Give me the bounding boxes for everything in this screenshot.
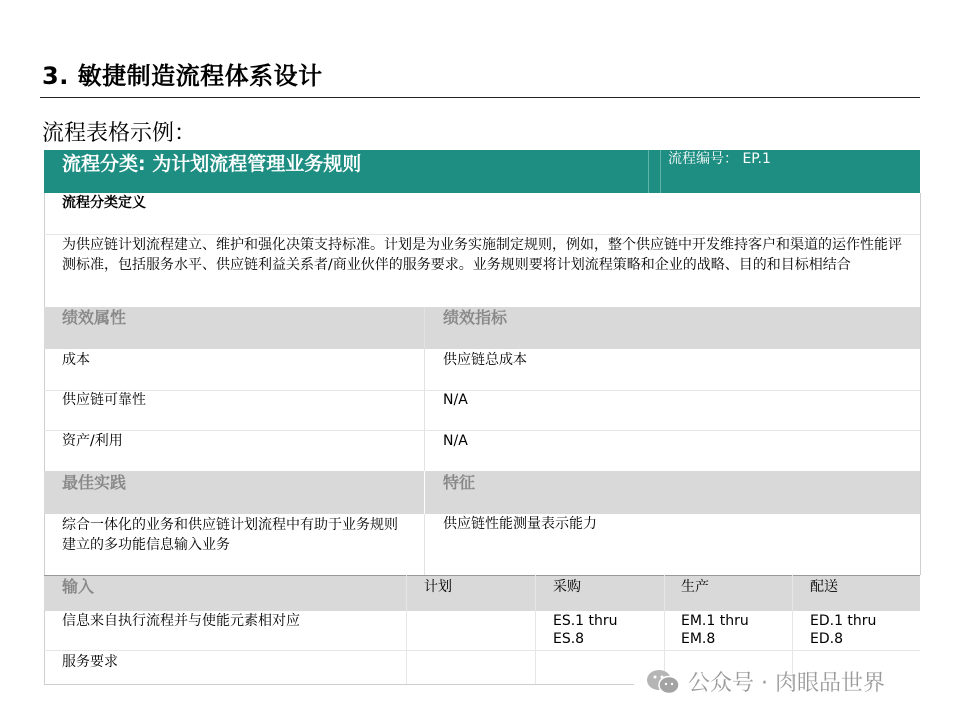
table-right-border (920, 193, 921, 575)
row-divider (44, 430, 920, 431)
feature-text: 供应链性能测量表示能力 (443, 516, 597, 532)
definition-text: 为供应链计划流程建立、维护和强化决策支持标准。计划是为业务实施制定规则，例如，整个供应链中开发维持客户和渠道的运作性能评测标准，包括服务水平、供应链利益关系者/商业伙伴的服务要求。业务规则要将计划流程策略和企业的战略、目的和目标相结合 (62, 237, 902, 273)
performance-metric: N/A (443, 433, 468, 449)
definition-heading: 流程分类定义 (62, 195, 146, 211)
watermark-text: 公众号 · 肉眼品世界 (688, 671, 885, 696)
inputs-header: 输入 (62, 577, 95, 596)
best-practice-text: 综合一体化的业务和供应链计划流程中有助于业务规则建立的多功能信息输入业务 (62, 517, 398, 553)
performance-metric: 供应链总成本 (443, 352, 527, 368)
row-divider (44, 650, 920, 651)
column-divider (424, 471, 425, 514)
table-bottom-border (44, 684, 634, 685)
source-header: 采购 (553, 579, 581, 595)
process-category-label: 流程分类: 为计划流程管理业务规则 (62, 153, 362, 175)
performance-attr-header: 绩效属性 (62, 308, 127, 327)
watermark (646, 666, 885, 697)
column-divider (535, 575, 536, 685)
make-header: 生产 (681, 579, 709, 595)
deliver-header: 配送 (810, 579, 838, 595)
performance-metric: N/A (443, 392, 468, 408)
best-practice-header: 最佳实践 (62, 473, 127, 492)
row-divider (44, 575, 920, 576)
row-divider (44, 390, 920, 391)
input-text: 信息来自执行流程并与使能元素相对应 (62, 613, 300, 629)
deliver-value: ED.1 thru ED.8 (810, 613, 877, 647)
feature-header: 特征 (443, 473, 476, 492)
inputs-header-row (44, 575, 920, 611)
table-left-border (44, 193, 45, 685)
source-value: ES.1 thru ES.8 (553, 613, 618, 647)
make-value: EM.1 thru EM.8 (681, 613, 749, 647)
column-divider (424, 307, 425, 575)
row-divider (44, 234, 920, 235)
header-divider (660, 150, 661, 193)
page-subtitle: 流程表格示例： (42, 121, 197, 146)
wechat-icon (646, 668, 680, 696)
performance-attr: 供应链可靠性 (62, 392, 146, 408)
performance-attr: 资产/利用 (62, 433, 123, 449)
header-divider (648, 150, 649, 193)
input-text: 服务要求 (62, 654, 118, 670)
performance-metric-header: 绩效指标 (443, 308, 508, 327)
column-divider (406, 575, 407, 685)
best-practice-header-row (44, 471, 920, 514)
plan-header: 计划 (424, 579, 452, 595)
performance-attr: 成本 (62, 352, 90, 368)
page-title: 3. 敏捷制造流程体系设计 (42, 62, 323, 90)
title-divider (40, 97, 920, 98)
process-number-label: 流程编号： EP.1 (668, 151, 771, 167)
